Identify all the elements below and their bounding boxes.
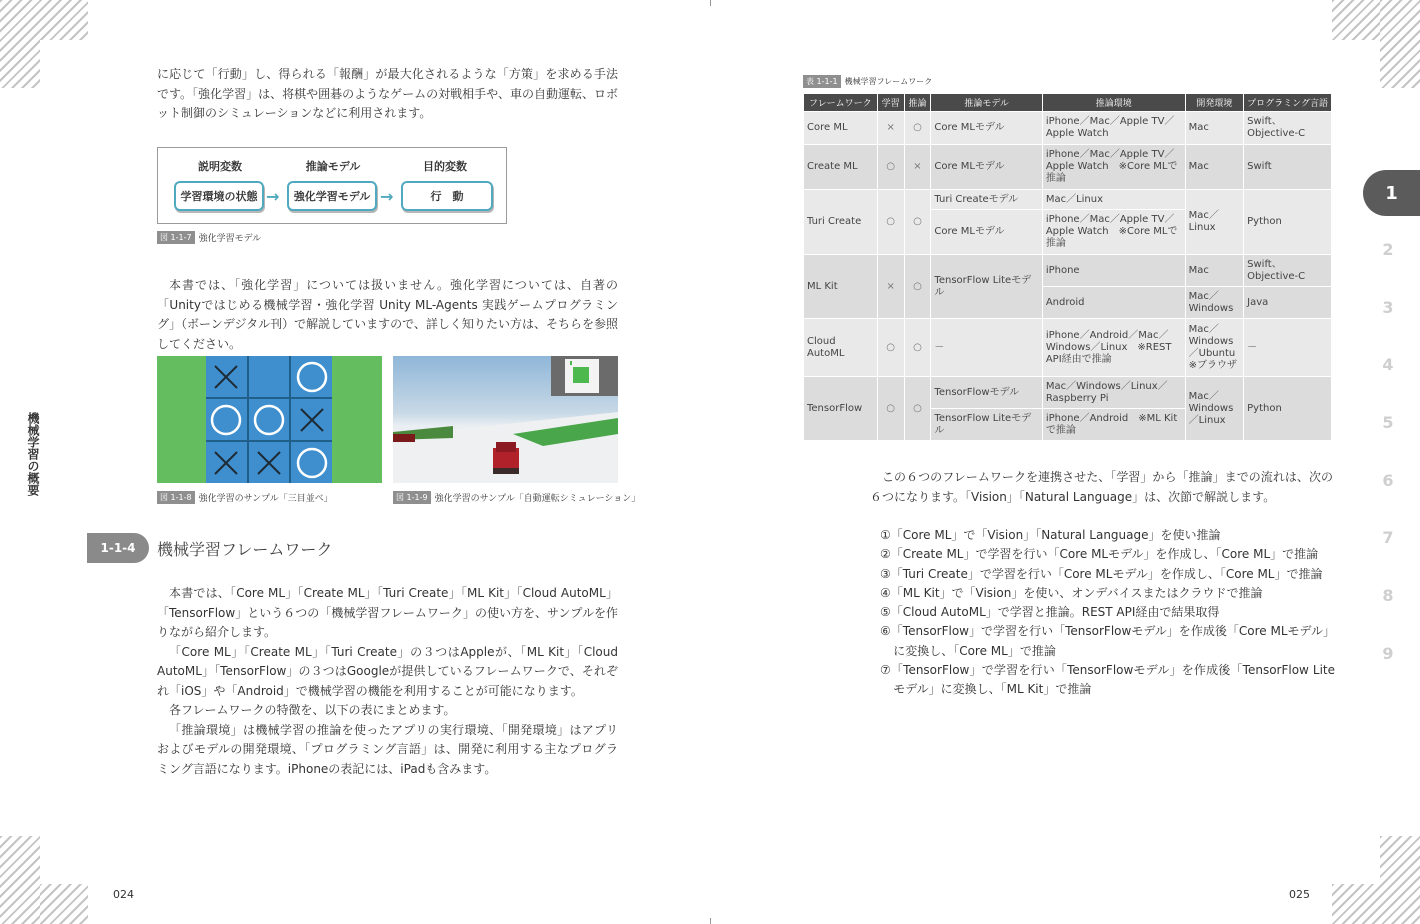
chapter-side-title: 機械学習の概要 [26,412,40,496]
page-number-right: 025 [1289,888,1310,901]
list-item: ⑥「TensorFlow」で学習を行い「TensorFlowモデル」を作成後「Core MLモデル」に変換し、「Core ML」で推論 [880,624,1335,658]
figure-badge: 図 1-1-7 [157,231,195,244]
driving-simulation-screenshot [393,356,618,483]
figure-1-1-9-caption [393,491,640,504]
table-row-cloud-automl: Cloud AutoML ○ ○ － iPhone／Android／Mac／Windows／Linux ※REST API経由で推論 Mac／Windows／Ubuntu ※ブラウザ － [804,319,1332,377]
flow-list [880,526,1335,700]
chapter-tab-2[interactable]: 2 [1382,240,1394,259]
circle-mark-icon [291,442,332,483]
diagram-label-model: 推論モデル [305,160,361,173]
table-row-turi-create: Turi Create ○ ○ Turi Createモデル Mac／Linux Mac／Linux Python [804,190,1332,210]
crop-mark-top [710,0,711,6]
list-item: ③「Turi Create」で学習を行い「Core MLモデル」を作成し、「Core ML」で推論 [880,566,1323,581]
figure-1-1-8-caption [157,491,333,504]
chapter-tab-7[interactable]: 7 [1382,528,1394,547]
cross-mark-icon [206,442,247,483]
diagram-arrow-1-icon: → [266,187,280,206]
flow-intro-paragraph: この６つのフレームワークを連携させた、「学習」から「推論」までの流れは、次の６つになります。「Vision」「Natural Language」は、次節で解説します。 [870,470,1333,504]
header-dev-env: 開発環境 [1185,94,1244,112]
figure-badge: 図 1-1-8 [157,491,195,504]
tic-tac-toe-screenshot [157,356,382,483]
diagram-node-environment: 学習環境の状態 [174,181,264,211]
list-item: ④「ML Kit」で「Vision」を使い、オンデバイスまたはクラウドで推論 [880,585,1263,600]
corner-stripe-bottom-left-side [0,836,40,924]
table-row-tensorflow-sub: TensorFlow Liteモデル iPhone／Android ※ML Kitで推論 [804,409,1332,441]
cross-mark-icon [249,442,290,483]
tic-tac-toe-board [206,356,332,483]
chapter-tab-5[interactable]: 5 [1382,413,1394,432]
circle-mark-icon [206,399,247,440]
empty-cell [249,356,290,397]
header-framework: フレームワーク [804,94,878,112]
table-caption-text: 機械学習フレームワーク [844,77,933,86]
diagram-node-model: 強化学習モデル [287,181,377,211]
driving-scene-illustration [393,356,618,483]
list-item: ⑦「TensorFlow」で学習を行い「TensorFlowモデル」を作成後「TensorFlow Liteモデル」に変換し、「ML Kit」で推論 [880,663,1335,697]
section-title: 機械学習フレームワーク [157,540,333,559]
figure-caption-text: 強化学習のサンプル「自動運転シミュレーション」 [434,494,641,504]
framework-table [803,93,1332,441]
figure-caption-text: 強化学習のサンプル「三目並べ」 [198,494,333,504]
list-item: ①「Core ML」で「Vision」「Natural Language」を使い推論 [880,528,1221,542]
table-row-ml-kit-sub: Android Mac／Windows Java [804,287,1332,319]
header-language: プログラミング言語 [1244,94,1332,112]
header-inference-env: 推論環境 [1042,94,1185,112]
chapter-tab-9[interactable]: 9 [1382,644,1394,663]
cross-mark-icon [206,356,247,397]
diagram-label-target: 目的変数 [423,160,467,173]
table-row-core-ml: Core ML × ○ Core MLモデル iPhone／Mac／Apple TV／Apple Watch Mac Swift、Objective-C [804,112,1332,145]
chapter-tab-3[interactable]: 3 [1382,298,1394,317]
chapter-tab-8[interactable]: 8 [1382,586,1394,605]
table-row-ml-kit: ML Kit × ○ TensorFlow Liteモデル iPhone Mac Swift、Objective-C [804,255,1332,287]
circle-mark-icon [291,356,332,397]
table-row-create-ml: Create ML ○ × Core MLモデル iPhone／Mac／Apple TV／Apple Watch ※Core MLで推論 Mac Swift [804,145,1332,190]
list-item: ⑤「Cloud AutoML」で学習と推論。REST API経由で結果取得 [880,605,1220,620]
chapter-tab-1-active[interactable]: 1 [1363,170,1420,216]
page-number-left: 024 [113,888,134,901]
header-learning: 学習 [877,94,904,112]
chapter-tab-6[interactable]: 6 [1382,471,1394,490]
list-item: ②「Create ML」で学習を行い「Core MLモデル」を作成し、「Core ML」で推論 [880,547,1319,562]
corner-stripe-bottom-right-side [1380,836,1420,924]
header-model: 推論モデル [931,94,1042,112]
framework-body-text: 本書では、「Core ML」「Create ML」「Turi Create」「ML Kit」「Cloud AutoML」「TensorFlow」という６つの「機械学習フレームワーク」の使い方を、サンプルを作りながら紹介します。 「Core ML」「Create ML」「Turi Create」の３つはAppleが、「ML Kit」「Cloud AutoML」「TensorFlow」の３つはGoogleが提供しているフレームワークで、それぞれ「iOS」や「Android」で機械学習の機能を利用することが可能になります。 各フレームワークの特徴を、以下の表にまとめます。 「推論環境」は機械学習の推論を使ったアプリの実行環境、「開発環境」はアプリおよびモデルの開発環境、「プログラミング言語」は、開発に利用する主なプログラミング言語になります。iPhoneの表記には、iPadも含みます。 [157,586,618,776]
cross-mark-icon [291,399,332,440]
table-header-row [804,94,1332,112]
corner-stripe-top-left-side [0,0,40,88]
diagram-label-explanatory: 説明変数 [198,160,242,173]
diagram-node-action: 行 動 [401,181,493,211]
section-number-badge: 1-1-4 [87,533,149,563]
reinforcement-note-paragraph: 本書では、「強化学習」については扱いません。強化学習については、自著の「Unityではじめる機械学習・強化学習 Unity ML-Agents 実践ゲームプログラミング」（ボーンデジタル刊）で解説していますので、詳しく知りたい方は、そちらを参照してください。 [157,278,618,351]
table-row-turi-create-sub: Core MLモデル iPhone／Mac／Apple TV／Apple Watch ※Core MLで推論 [804,210,1332,255]
corner-stripe-top-right-side [1380,0,1420,88]
table-1-1-1-caption [803,75,932,88]
header-inference: 推論 [904,94,931,112]
reinforcement-learning-diagram [157,147,507,224]
table-row-tensorflow: TensorFlow ○ ○ TensorFlowモデル Mac／Windows／Linux／Raspberry Pi Mac／Windows／Linux Python [804,377,1332,409]
table-badge: 表 1-1-1 [803,75,841,88]
intro-paragraph: に応じて「行動」し、得られる「報酬」が最大化されるような「方策」を求める手法です。「強化学習」は、将棋や囲碁のようなゲームの対戦相手や、車の自動運転、ロボット制御のシミュレーションなどに利用されます。 [157,67,618,120]
chapter-tab-4[interactable]: 4 [1382,355,1394,374]
crop-mark-bottom [710,918,711,924]
circle-mark-icon [249,399,290,440]
figure-1-1-7-caption [157,231,261,244]
diagram-arrow-2-icon: → [380,187,394,206]
figure-badge: 図 1-1-9 [393,491,431,504]
figure-caption-text: 強化学習モデル [198,234,262,244]
